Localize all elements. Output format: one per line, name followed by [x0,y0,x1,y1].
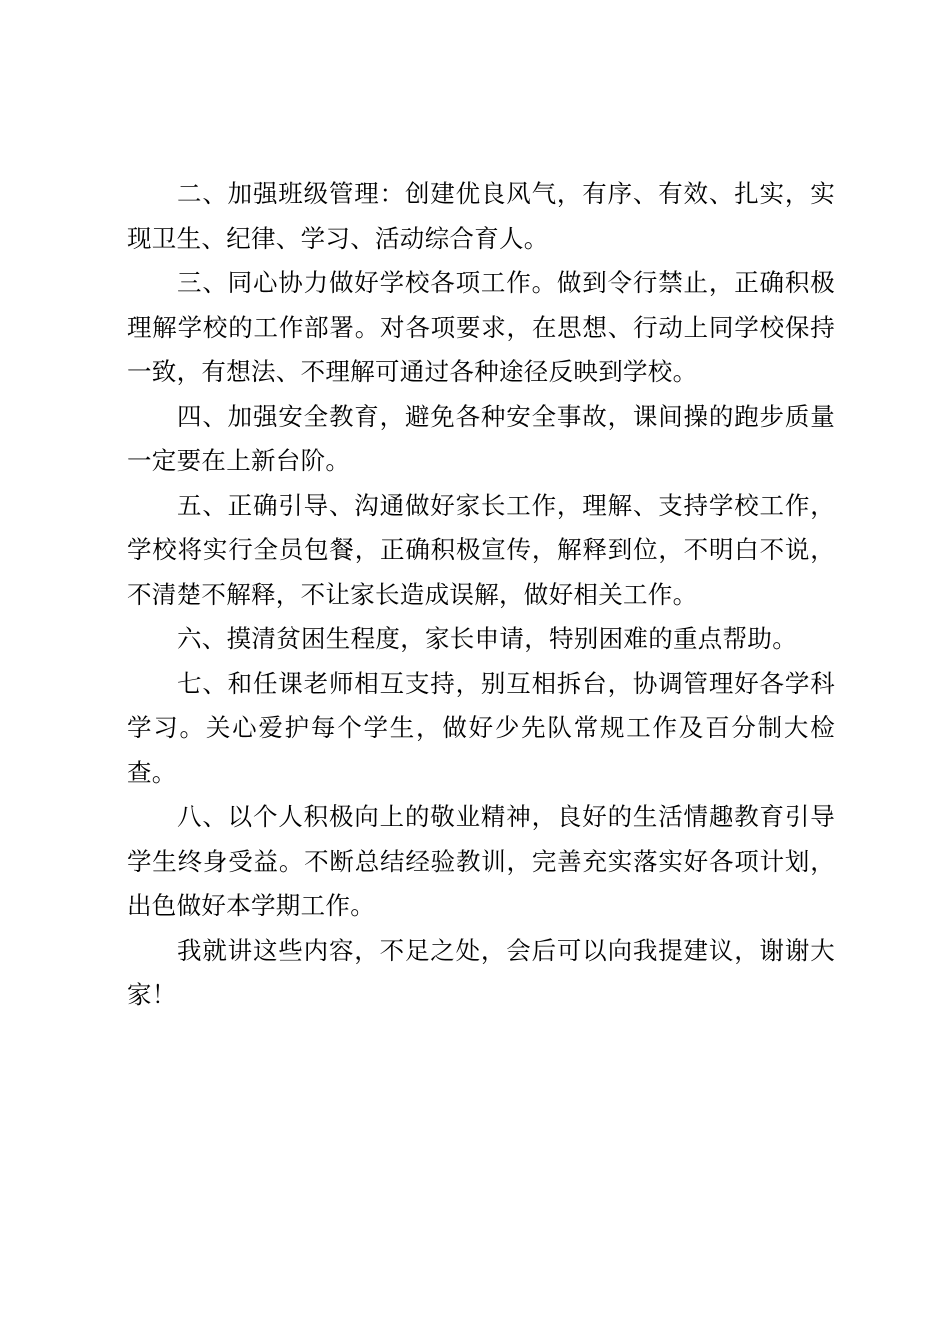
paragraph-safety-education: 四、加强安全教育，避免各种安全事故，课间操的跑步质量一定要在上新台阶。 [127,401,835,475]
paragraph-teacher-support: 七、和任课老师相互支持，别互相拆台，协调管理好各学科学习。关心爱护每个学生，做好少先队常规工作及百分制大检查。 [127,668,835,787]
paragraph-poor-students: 六、摸清贫困生程度，家长申请，特别困难的重点帮助。 [177,624,797,653]
document-body [127,172,835,1018]
paragraph-closing: 我就讲这些内容，不足之处，会后可以向我提建议，谢谢大家！ [127,935,835,1009]
paragraph-class-management: 二、加强班级管理：创建优良风气，有序、有效、扎实，实现卫生、纪律、学习、活动综合育人。 [127,179,835,253]
paragraph-dedication: 八、以个人积极向上的敬业精神，良好的生活情趣教育引导学生终身受益。不断总结经验教训，完善充实落实好各项计划，出色做好本学期工作。 [127,802,835,920]
paragraph-parent-work: 五、正确引导、沟通做好家长工作，理解、支持学校工作，学校将实行全员包餐，正确积极宣传，解释到位，不明白不说，不清楚不解释，不让家长造成误解，做好相关工作。 [127,490,835,609]
paragraph-school-cooperation: 三、同心协力做好学校各项工作。做到令行禁止，正确积极理解学校的工作部署。对各项要求，在思想、行动上同学校保持一致，有想法、不理解可通过各种途径反映到学校。 [127,268,835,386]
